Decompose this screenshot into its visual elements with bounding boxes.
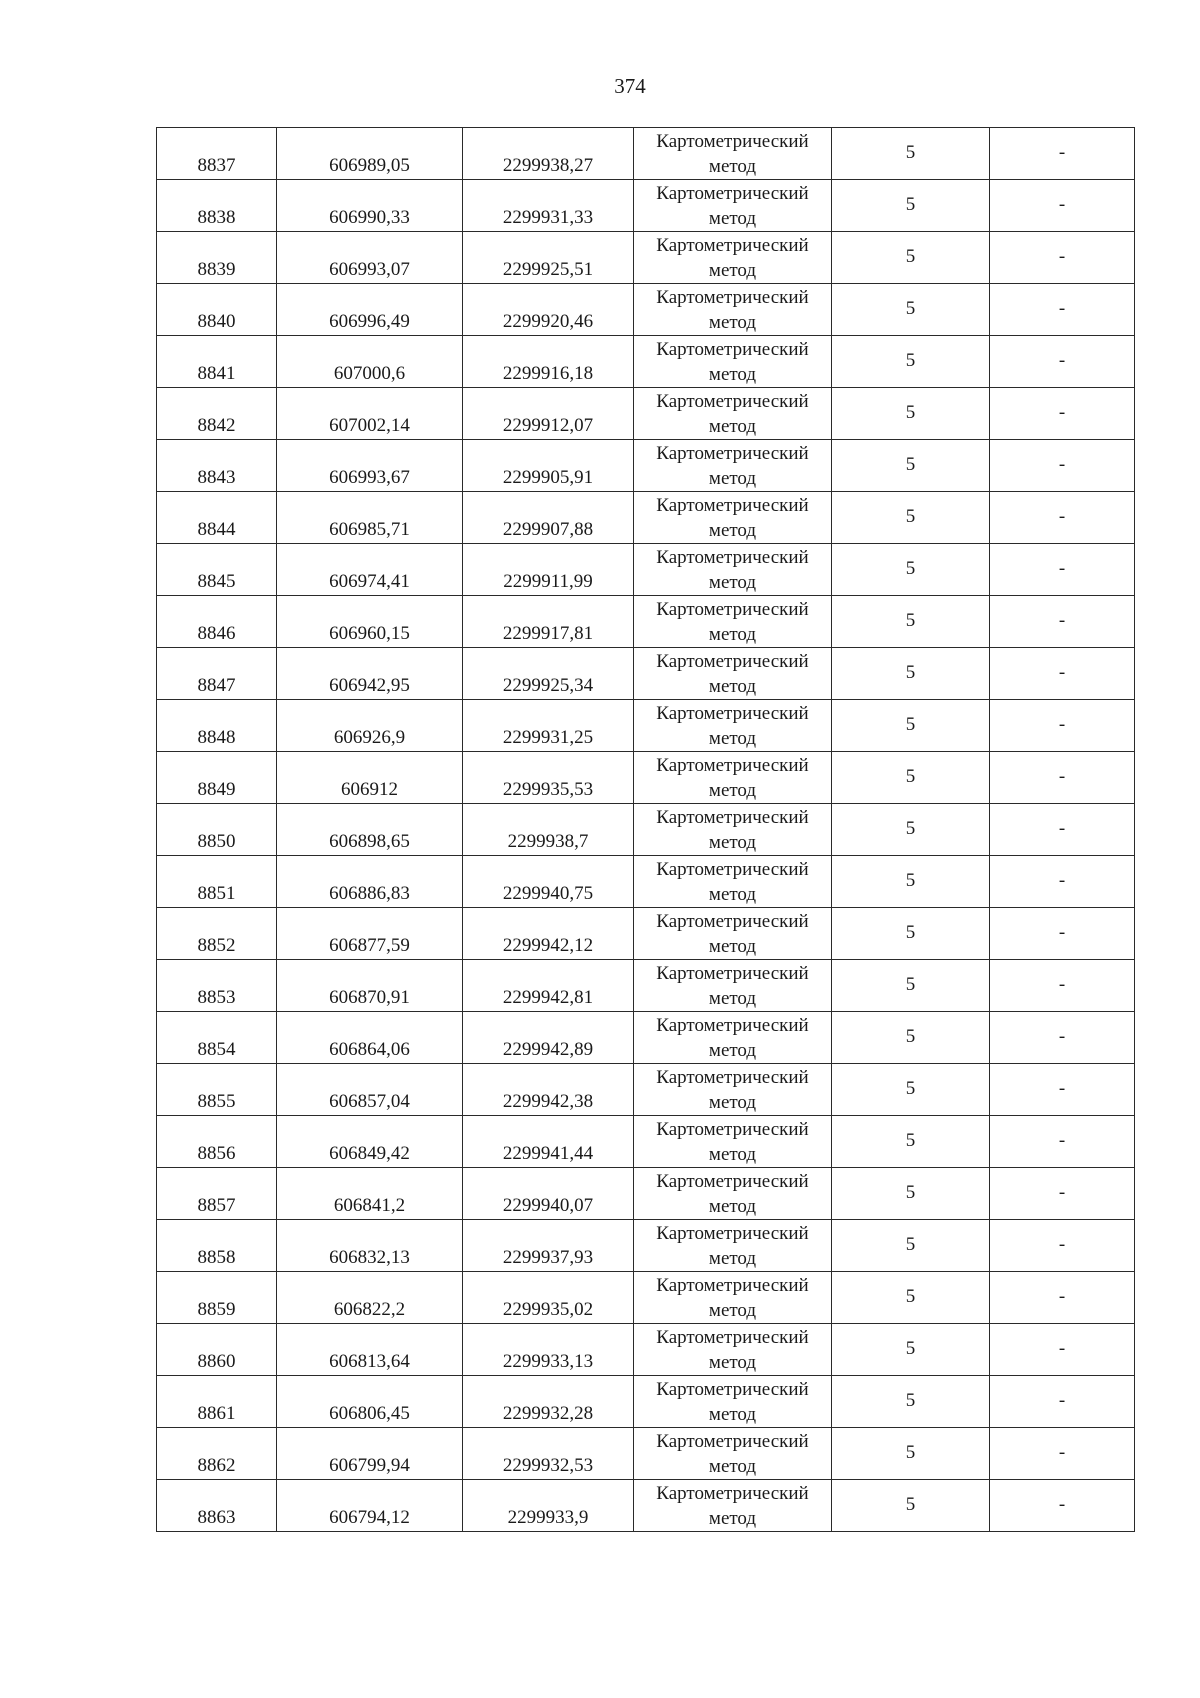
accuracy-cell: 5 [832, 1064, 990, 1116]
point-number-cell: 8842 [157, 388, 277, 440]
x-coordinate-cell: 606912 [277, 752, 463, 804]
accuracy-cell: 5 [832, 856, 990, 908]
table-row [157, 596, 1135, 648]
accuracy-cell: 5 [832, 804, 990, 856]
table-row [157, 1324, 1135, 1376]
method-cell: Картометрический метод [634, 1428, 832, 1480]
x-coordinate-cell: 606974,41 [277, 544, 463, 596]
x-coordinate-cell: 606886,83 [277, 856, 463, 908]
note-cell: - [990, 648, 1135, 700]
note-cell: - [990, 1428, 1135, 1480]
y-coordinate-cell: 2299932,53 [463, 1428, 634, 1480]
y-coordinate-cell: 2299920,46 [463, 284, 634, 336]
point-number-cell: 8848 [157, 700, 277, 752]
x-coordinate-cell: 606989,05 [277, 128, 463, 180]
method-cell: Картометрический метод [634, 1168, 832, 1220]
x-coordinate-cell: 606857,04 [277, 1064, 463, 1116]
x-coordinate-cell: 606877,59 [277, 908, 463, 960]
point-number-cell: 8862 [157, 1428, 277, 1480]
x-coordinate-cell: 607002,14 [277, 388, 463, 440]
table-row [157, 128, 1135, 180]
point-number-cell: 8846 [157, 596, 277, 648]
point-number-cell: 8838 [157, 180, 277, 232]
note-cell: - [990, 440, 1135, 492]
y-coordinate-cell: 2299933,9 [463, 1480, 634, 1532]
y-coordinate-cell: 2299933,13 [463, 1324, 634, 1376]
x-coordinate-cell: 606822,2 [277, 1272, 463, 1324]
x-coordinate-cell: 606813,64 [277, 1324, 463, 1376]
point-number-cell: 8839 [157, 232, 277, 284]
point-number-cell: 8863 [157, 1480, 277, 1532]
y-coordinate-cell: 2299931,33 [463, 180, 634, 232]
method-cell: Картометрический метод [634, 232, 832, 284]
y-coordinate-cell: 2299905,91 [463, 440, 634, 492]
point-number-cell: 8844 [157, 492, 277, 544]
note-cell: - [990, 908, 1135, 960]
method-cell: Картометрический метод [634, 1272, 832, 1324]
point-number-cell: 8858 [157, 1220, 277, 1272]
note-cell: - [990, 1168, 1135, 1220]
method-cell: Картометрический метод [634, 1480, 832, 1532]
accuracy-cell: 5 [832, 1012, 990, 1064]
note-cell: - [990, 804, 1135, 856]
accuracy-cell: 5 [832, 128, 990, 180]
x-coordinate-cell: 606799,94 [277, 1428, 463, 1480]
accuracy-cell: 5 [832, 232, 990, 284]
table-row [157, 804, 1135, 856]
coordinates-table [156, 127, 1135, 1532]
accuracy-cell: 5 [832, 908, 990, 960]
method-cell: Картометрический метод [634, 1324, 832, 1376]
note-cell: - [990, 336, 1135, 388]
table-row [157, 1272, 1135, 1324]
note-cell: - [990, 752, 1135, 804]
method-cell: Картометрический метод [634, 128, 832, 180]
y-coordinate-cell: 2299938,27 [463, 128, 634, 180]
note-cell: - [990, 1272, 1135, 1324]
method-cell: Картометрический метод [634, 388, 832, 440]
method-cell: Картометрический метод [634, 544, 832, 596]
table-row [157, 752, 1135, 804]
accuracy-cell: 5 [832, 960, 990, 1012]
page-number: 374 [614, 74, 646, 98]
note-cell: - [990, 1480, 1135, 1532]
accuracy-cell: 5 [832, 1220, 990, 1272]
point-number-cell: 8850 [157, 804, 277, 856]
point-number-cell: 8853 [157, 960, 277, 1012]
point-number-cell: 8849 [157, 752, 277, 804]
note-cell: - [990, 180, 1135, 232]
x-coordinate-cell: 606926,9 [277, 700, 463, 752]
method-cell: Картометрический метод [634, 596, 832, 648]
accuracy-cell: 5 [832, 752, 990, 804]
y-coordinate-cell: 2299942,38 [463, 1064, 634, 1116]
table-row [157, 232, 1135, 284]
method-cell: Картометрический метод [634, 960, 832, 1012]
table-row [157, 1220, 1135, 1272]
note-cell: - [990, 1012, 1135, 1064]
method-cell: Картометрический метод [634, 700, 832, 752]
method-cell: Картометрический метод [634, 492, 832, 544]
accuracy-cell: 5 [832, 596, 990, 648]
y-coordinate-cell: 2299941,44 [463, 1116, 634, 1168]
method-cell: Картометрический метод [634, 648, 832, 700]
method-cell: Картометрический метод [634, 908, 832, 960]
table-row [157, 1480, 1135, 1532]
x-coordinate-cell: 606960,15 [277, 596, 463, 648]
note-cell: - [990, 492, 1135, 544]
point-number-cell: 8845 [157, 544, 277, 596]
x-coordinate-cell: 606942,95 [277, 648, 463, 700]
accuracy-cell: 5 [832, 648, 990, 700]
table-row [157, 960, 1135, 1012]
method-cell: Картометрический метод [634, 1116, 832, 1168]
table-row [157, 1116, 1135, 1168]
y-coordinate-cell: 2299935,53 [463, 752, 634, 804]
note-cell: - [990, 128, 1135, 180]
accuracy-cell: 5 [832, 1272, 990, 1324]
note-cell: - [990, 232, 1135, 284]
note-cell: - [990, 1064, 1135, 1116]
y-coordinate-cell: 2299925,34 [463, 648, 634, 700]
x-coordinate-cell: 607000,6 [277, 336, 463, 388]
x-coordinate-cell: 606870,91 [277, 960, 463, 1012]
accuracy-cell: 5 [832, 1428, 990, 1480]
table-row [157, 544, 1135, 596]
y-coordinate-cell: 2299912,07 [463, 388, 634, 440]
method-cell: Картометрический метод [634, 1064, 832, 1116]
y-coordinate-cell: 2299932,28 [463, 1376, 634, 1428]
x-coordinate-cell: 606794,12 [277, 1480, 463, 1532]
method-cell: Картометрический метод [634, 1012, 832, 1064]
table-row [157, 1012, 1135, 1064]
x-coordinate-cell: 606849,42 [277, 1116, 463, 1168]
table-row [157, 648, 1135, 700]
note-cell: - [990, 284, 1135, 336]
accuracy-cell: 5 [832, 544, 990, 596]
y-coordinate-cell: 2299911,99 [463, 544, 634, 596]
table-row [157, 908, 1135, 960]
table-row [157, 180, 1135, 232]
method-cell: Картометрический метод [634, 180, 832, 232]
accuracy-cell: 5 [832, 492, 990, 544]
y-coordinate-cell: 2299935,02 [463, 1272, 634, 1324]
y-coordinate-cell: 2299942,81 [463, 960, 634, 1012]
accuracy-cell: 5 [832, 1168, 990, 1220]
y-coordinate-cell: 2299940,75 [463, 856, 634, 908]
method-cell: Картометрический метод [634, 752, 832, 804]
table-row [157, 1428, 1135, 1480]
method-cell: Картометрический метод [634, 1376, 832, 1428]
note-cell: - [990, 1116, 1135, 1168]
note-cell: - [990, 1324, 1135, 1376]
x-coordinate-cell: 606832,13 [277, 1220, 463, 1272]
accuracy-cell: 5 [832, 180, 990, 232]
method-cell: Картометрический метод [634, 1220, 832, 1272]
point-number-cell: 8847 [157, 648, 277, 700]
table-row [157, 1064, 1135, 1116]
table-row [157, 700, 1135, 752]
table-row [157, 1168, 1135, 1220]
x-coordinate-cell: 606990,33 [277, 180, 463, 232]
point-number-cell: 8855 [157, 1064, 277, 1116]
table-row [157, 440, 1135, 492]
x-coordinate-cell: 606864,06 [277, 1012, 463, 1064]
point-number-cell: 8841 [157, 336, 277, 388]
accuracy-cell: 5 [832, 1376, 990, 1428]
y-coordinate-cell: 2299907,88 [463, 492, 634, 544]
x-coordinate-cell: 606993,67 [277, 440, 463, 492]
point-number-cell: 8856 [157, 1116, 277, 1168]
y-coordinate-cell: 2299931,25 [463, 700, 634, 752]
accuracy-cell: 5 [832, 1116, 990, 1168]
method-cell: Картометрический метод [634, 440, 832, 492]
y-coordinate-cell: 2299925,51 [463, 232, 634, 284]
y-coordinate-cell: 2299938,7 [463, 804, 634, 856]
y-coordinate-cell: 2299940,07 [463, 1168, 634, 1220]
y-coordinate-cell: 2299942,12 [463, 908, 634, 960]
accuracy-cell: 5 [832, 1324, 990, 1376]
point-number-cell: 8840 [157, 284, 277, 336]
method-cell: Картометрический метод [634, 856, 832, 908]
x-coordinate-cell: 606841,2 [277, 1168, 463, 1220]
point-number-cell: 8861 [157, 1376, 277, 1428]
accuracy-cell: 5 [832, 700, 990, 752]
point-number-cell: 8857 [157, 1168, 277, 1220]
method-cell: Картометрический метод [634, 336, 832, 388]
note-cell: - [990, 544, 1135, 596]
table-row [157, 856, 1135, 908]
method-cell: Картометрический метод [634, 804, 832, 856]
point-number-cell: 8843 [157, 440, 277, 492]
table-row [157, 284, 1135, 336]
accuracy-cell: 5 [832, 388, 990, 440]
note-cell: - [990, 700, 1135, 752]
accuracy-cell: 5 [832, 336, 990, 388]
table-body [157, 128, 1135, 1532]
point-number-cell: 8852 [157, 908, 277, 960]
note-cell: - [990, 1220, 1135, 1272]
note-cell: - [990, 388, 1135, 440]
table-row [157, 388, 1135, 440]
x-coordinate-cell: 606993,07 [277, 232, 463, 284]
table-row [157, 492, 1135, 544]
x-coordinate-cell: 606806,45 [277, 1376, 463, 1428]
table-row [157, 1376, 1135, 1428]
x-coordinate-cell: 606996,49 [277, 284, 463, 336]
point-number-cell: 8851 [157, 856, 277, 908]
y-coordinate-cell: 2299942,89 [463, 1012, 634, 1064]
x-coordinate-cell: 606898,65 [277, 804, 463, 856]
accuracy-cell: 5 [832, 1480, 990, 1532]
note-cell: - [990, 960, 1135, 1012]
note-cell: - [990, 596, 1135, 648]
point-number-cell: 8860 [157, 1324, 277, 1376]
note-cell: - [990, 1376, 1135, 1428]
y-coordinate-cell: 2299937,93 [463, 1220, 634, 1272]
point-number-cell: 8854 [157, 1012, 277, 1064]
y-coordinate-cell: 2299916,18 [463, 336, 634, 388]
x-coordinate-cell: 606985,71 [277, 492, 463, 544]
method-cell: Картометрический метод [634, 284, 832, 336]
accuracy-cell: 5 [832, 284, 990, 336]
accuracy-cell: 5 [832, 440, 990, 492]
point-number-cell: 8837 [157, 128, 277, 180]
table-row [157, 336, 1135, 388]
y-coordinate-cell: 2299917,81 [463, 596, 634, 648]
note-cell: - [990, 856, 1135, 908]
point-number-cell: 8859 [157, 1272, 277, 1324]
